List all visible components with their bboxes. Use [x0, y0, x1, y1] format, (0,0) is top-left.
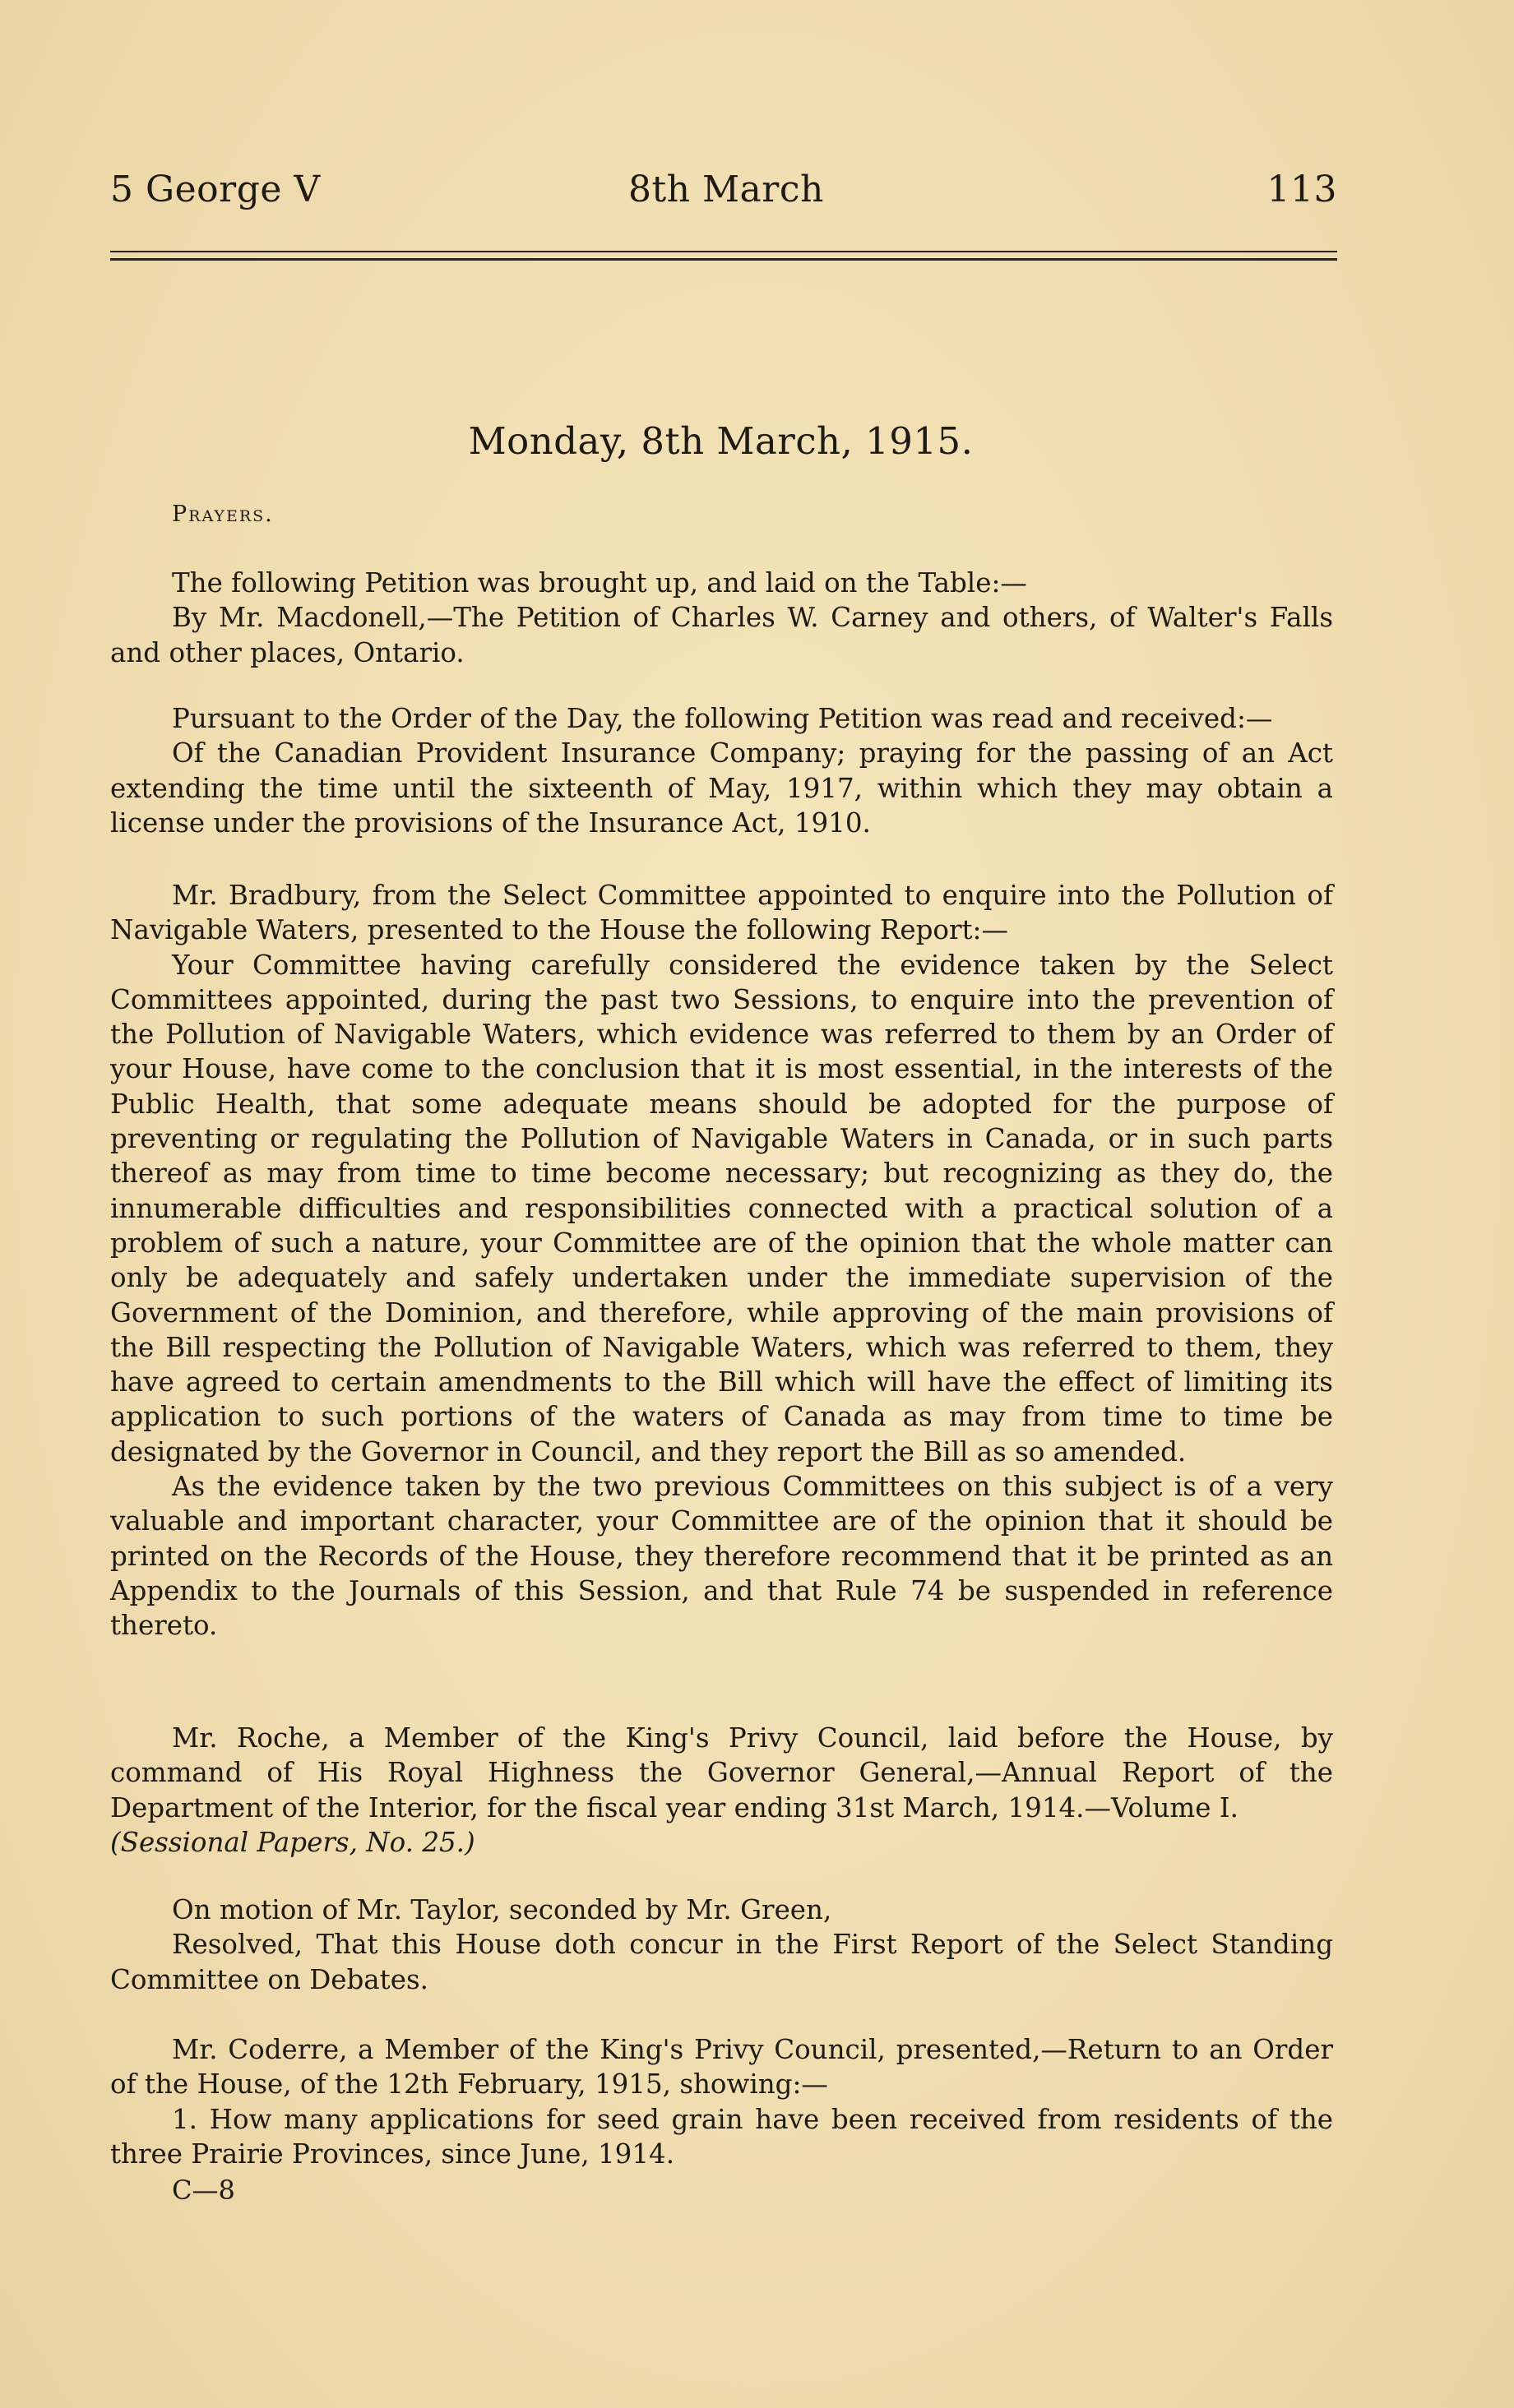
- motion-section: [110, 1893, 1333, 1997]
- sessional-papers-ref: (Sessional Papers, No. 25.): [110, 1826, 475, 1858]
- paragraph: Mr. Bradbury, from the Select Committee appointed to enquire into the Pollution of Navigable Waters, presented to the House the following Report:—: [110, 880, 1333, 946]
- paragraph: The following Petition was brought up, and laid on the Table:—: [172, 567, 1027, 599]
- paragraph: Pursuant to the Order of the Day, the following Petition was read and received:—: [172, 703, 1273, 734]
- annual-report-section: [110, 1721, 1333, 1860]
- return-section: [110, 2032, 1333, 2171]
- petition-section: [110, 566, 1333, 670]
- paragraph: 1. How many applications for seed grain have been received from residents of the three Prairie Provinces, since June, 1914.: [110, 2103, 1333, 2170]
- prayers-heading: Prayers.: [172, 501, 274, 527]
- header-date: 8th March: [628, 169, 824, 210]
- paragraph-text: Mr. Roche, a Member of the King's Privy Council, laid before the House, by command of His Royal Highness the Governor General,—Annual Report of the Department of the Interior, for the fiscal year ending 31st March, 1914.—Volume I.: [110, 1722, 1333, 1823]
- paragraph: Mr. Coderre, a Member of the King's Privy Council, presented,—Return to an Order of the House, of the 12th February, 1915, showing:—: [110, 2034, 1333, 2101]
- header-rule-top: [110, 251, 1337, 252]
- committee-report-section: [110, 878, 1333, 1643]
- header-page-number: 113: [1266, 169, 1337, 210]
- paragraph: Resolved, That this House doth concur in the First Report of the Select Standing Committee on Debates.: [110, 1929, 1333, 1995]
- paragraph: Of the Canadian Provident Insurance Company; praying for the passing of an Act extending the time until the sixteenth of May, 1917, within which they may obtain a license under the provisions of the Insurance Act, 1910.: [110, 737, 1333, 839]
- paragraph: [110, 1721, 1333, 1860]
- paragraph: As the evidence taken by the two previous Committees on this subject is of a very valuable and important character, your Committee are of the opinion that it should be printed on the Records of the House, they therefore recommend that it be printed as an Appendix to the Journals of this Session, and that Rule 74 be suspended in reference thereto.: [110, 1471, 1333, 1642]
- date-heading: Monday, 8th March, 1915.: [468, 419, 974, 463]
- running-header: [110, 169, 1337, 218]
- header-regnal-year: 5 George V: [110, 169, 321, 210]
- paragraph: By Mr. Macdonell,—The Petition of Charles W. Carney and others, of Walter's Falls and other places, Ontario.: [110, 602, 1333, 668]
- order-of-day-section: [110, 701, 1333, 840]
- paragraph: Your Committee having carefully considered the evidence taken by the Select Committees appointed, during the past two Sessions, to enquire into the prevention of the Pollution of Navigable Waters, which evidence was referred to them by an Order of your House, have come to the conclusion that it is most essential, in the interests of the Public Health, that some adequate means should be adopted for the purpose of preventing or regulating the Pollution of Navigable Waters in Canada, or in such parts thereof as may from time to time become necessary; but recognizing as they do, the innumerable difficulties and responsibilities connected with a practical solution of a problem of such a nature, your Committee are of the opinion that the whole matter can only be adequately and safely undertaken under the immediate supervision of the Government of the Dominion, and therefore, while approving of the main provisions of the Bill respecting the Pollution of Navigable Waters, which was referred to them, they have agreed to certain amendments to the Bill which will have the effect of limiting its application to such portions of the waters of Canada as may from time to time be designated by the Governor in Council, and they report the Bill as so amended.: [110, 949, 1333, 1467]
- paragraph: On motion of Mr. Taylor, seconded by Mr. Green,: [172, 1894, 832, 1925]
- header-rule-bottom: [110, 258, 1337, 261]
- signature-mark: C—8: [172, 2175, 235, 2206]
